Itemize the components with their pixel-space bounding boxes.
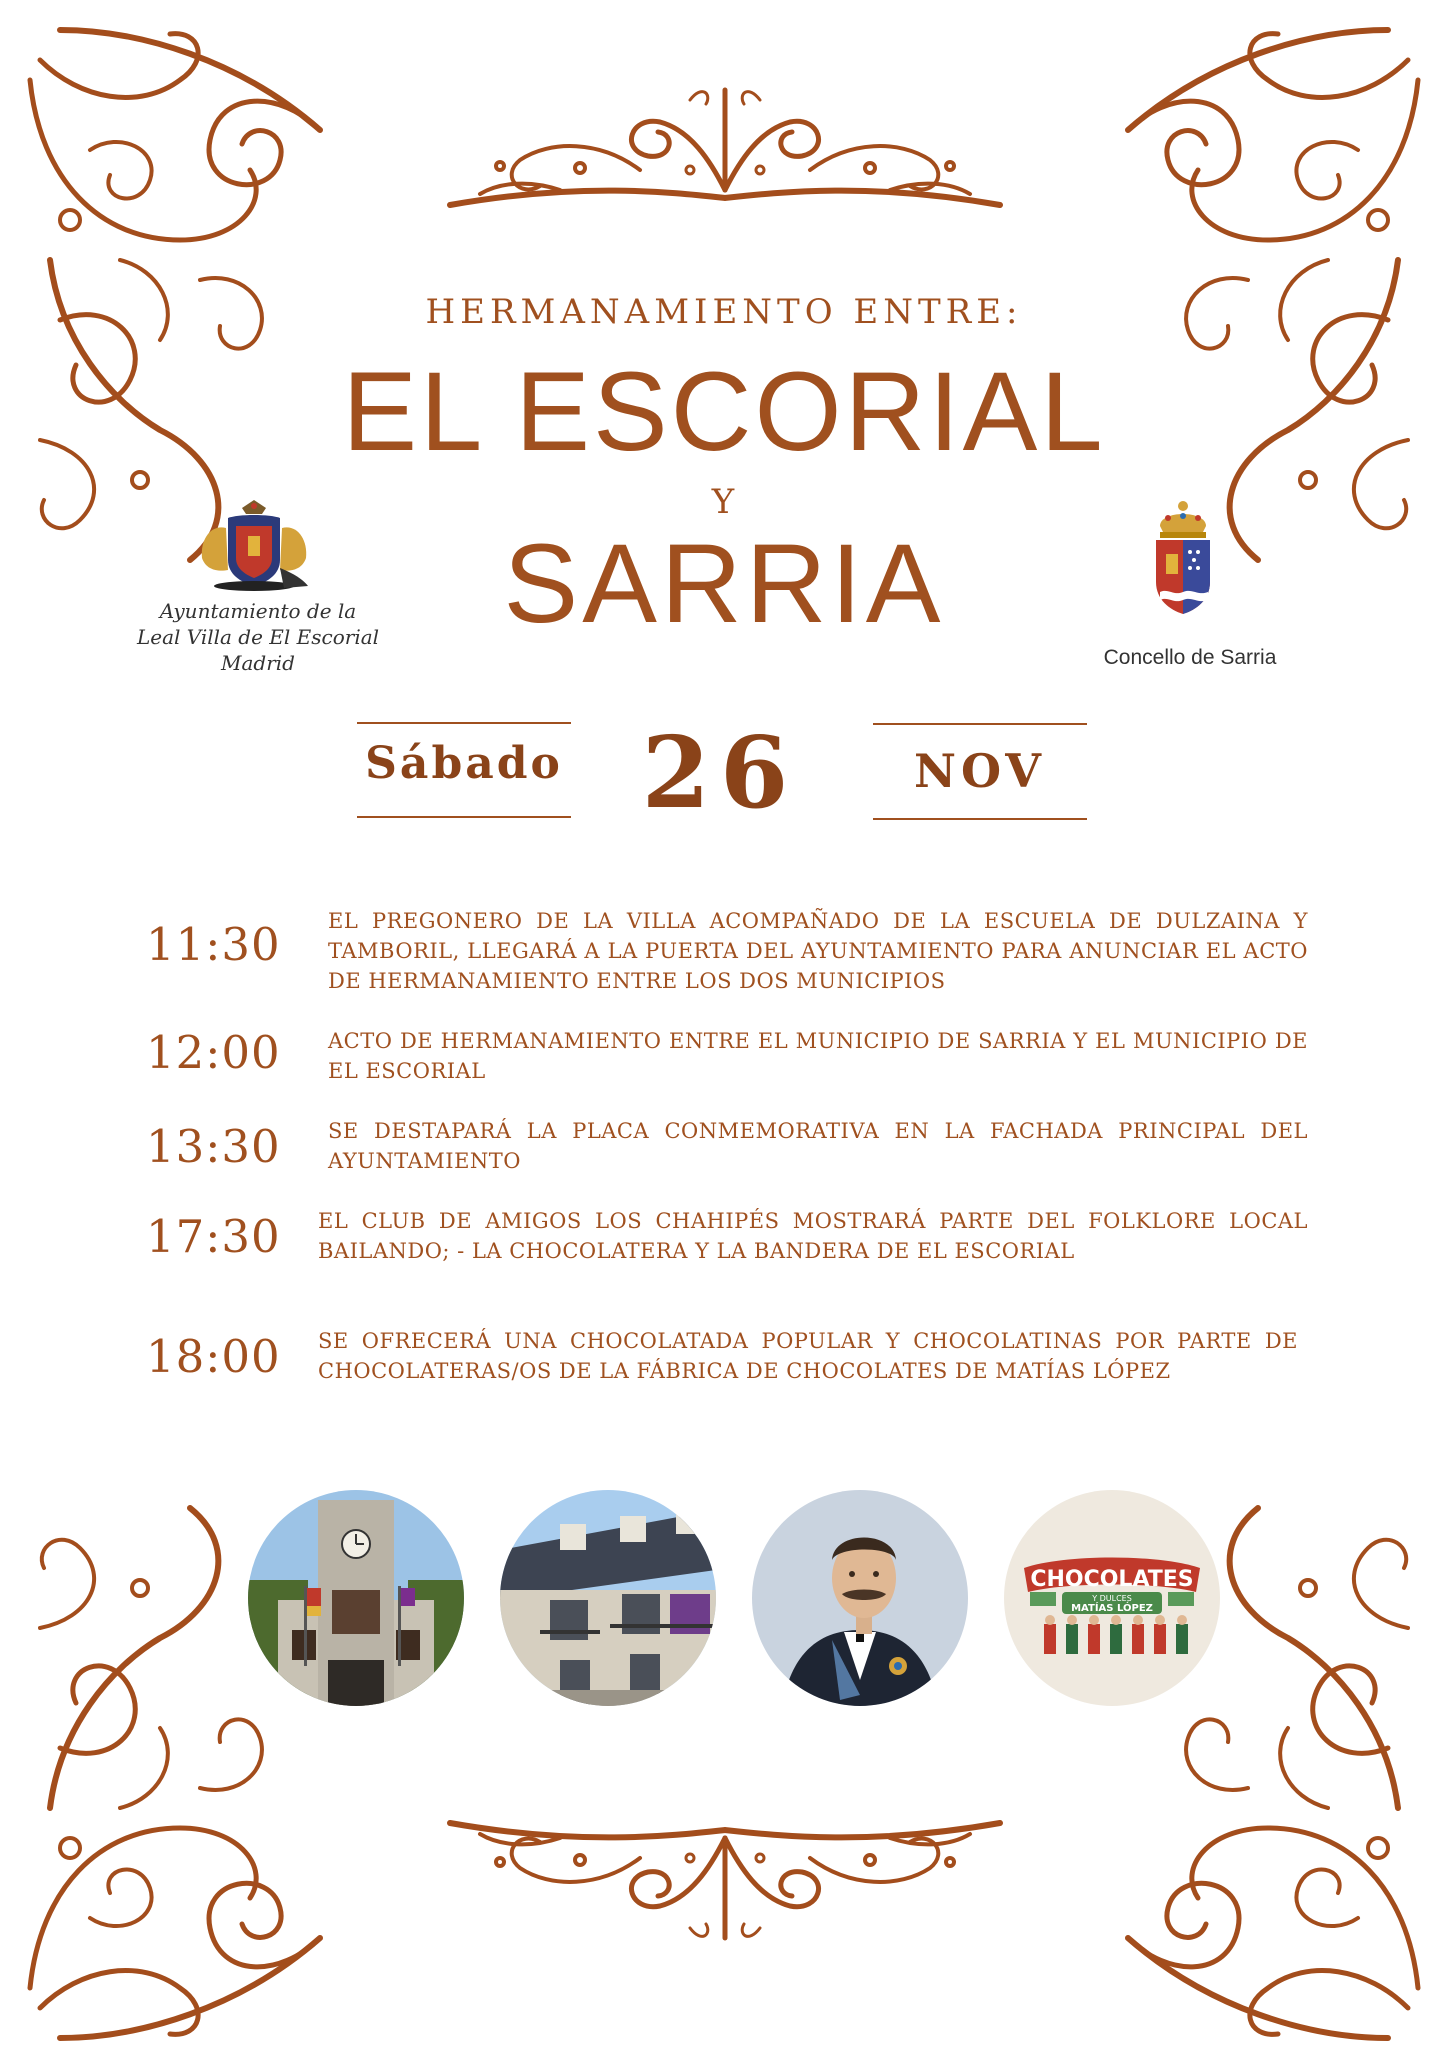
schedule-time: 18:00 [146, 1330, 281, 1383]
date-number: 26 [641, 716, 799, 831]
date-rule-right-bottom [873, 818, 1087, 820]
chocolate-brand-text: MATÍAS LÓPEZ [1071, 1603, 1153, 1614]
chocolate-sub-text: Y DULCES [1092, 1594, 1132, 1603]
date-rule-left-top [357, 722, 571, 724]
schedule-description: SE OFRECERÁ UNA CHOCOLATADA POPULAR Y CHOCOLATINAS POR PARTE DE CHOCOLATERAS/OS DE LA FÁBRICA DE CHOCOLATES DE MATÍAS LÓPEZ [318, 1329, 1298, 1383]
el-escorial-coat-of-arms-icon [198, 498, 310, 592]
schedule-time: 17:30 [146, 1210, 281, 1263]
el-escorial-caption-line1: Ayuntamiento de la [159, 599, 357, 623]
chocolate-sign-text: CHOCOLATES [1030, 1567, 1194, 1592]
date-month: NOV [914, 744, 1046, 798]
bottom-center-ornament [440, 1808, 1010, 1958]
el-escorial-caption [118, 598, 398, 676]
pre-title: HERMANAMIENTO ENTRE: [425, 292, 1023, 332]
schedule-description: SE DESTAPARÁ LA PLACA CONMEMORATIVA EN LA FACHADA PRINCIPAL DEL AYUNTAMIENTO [328, 1119, 1308, 1173]
photo-el-escorial-town-hall [248, 1490, 464, 1706]
sarria-caption: Concello de Sarria [1103, 646, 1277, 669]
photo-matias-lopez-portrait [752, 1490, 968, 1706]
top-center-ornament [440, 70, 1010, 220]
el-escorial-caption-line2: Leal Villa de El Escorial [136, 625, 380, 649]
date-rule-right-top [873, 723, 1087, 725]
photo-chocolates-matias-lopez [1004, 1490, 1220, 1706]
schedule-description: EL CLUB DE AMIGOS LOS CHAHIPÉS MOSTRARÁ PARTE DEL FOLKLORE LOCAL BAILANDO; - LA CHOCOLATERA Y LA BANDERA DE EL ESCORIAL [318, 1209, 1308, 1263]
schedule-time: 11:30 [146, 918, 281, 971]
date-rule-left-bottom [357, 816, 571, 818]
conjunction-y: Y [711, 482, 737, 522]
photo-sarria-town-hall [500, 1490, 716, 1706]
date-day: Sábado [365, 738, 563, 789]
schedule-description: EL PREGONERO DE LA VILLA ACOMPAÑADO DE LA ESCUELA DE DULZAINA Y TAMBORIL, LLEGARÁ A LA PUERTA DEL AYUNTAMIENTO PARA ANUNCIAR EL ACTO DE HERMANAMIENTO ENTRE LOS DOS MUNICIPIOS [328, 909, 1308, 993]
el-escorial-caption-line3: Madrid [221, 651, 295, 675]
schedule-description: ACTO DE HERMANAMIENTO ENTRE EL MUNICIPIO DE SARRIA Y EL MUNICIPIO DE EL ESCORIAL [328, 1029, 1308, 1083]
town-sarria-title: SARRIA [503, 521, 945, 646]
schedule-time: 13:30 [146, 1120, 281, 1173]
sarria-coat-of-arms-icon [1150, 496, 1216, 618]
schedule-time: 12:00 [146, 1026, 281, 1079]
town-el-escorial-title: EL ESCORIAL [342, 349, 1106, 474]
